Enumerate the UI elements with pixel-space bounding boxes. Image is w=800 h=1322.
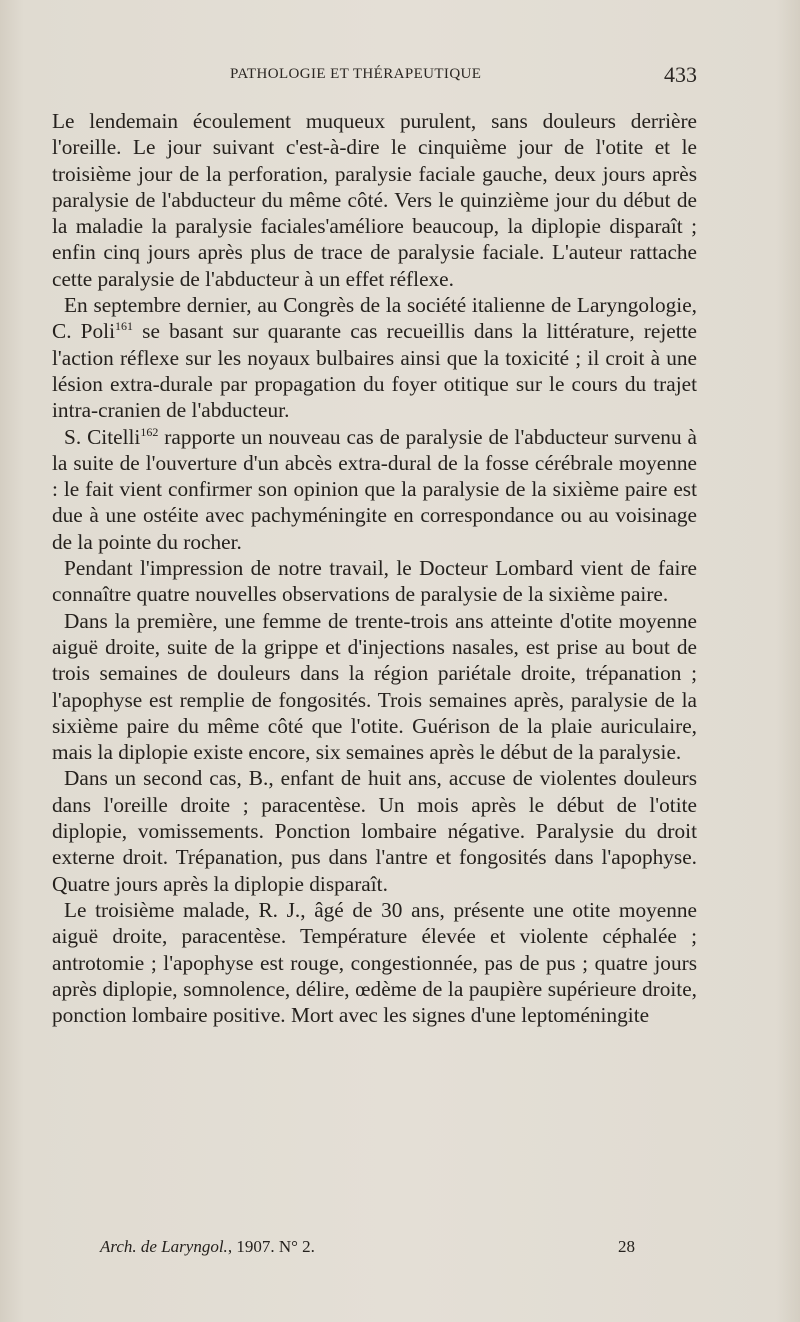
- citation-journal: Arch. de Laryngol.: [100, 1237, 228, 1256]
- running-title: PATHOLOGIE ET THÉRAPEUTIQUE: [230, 66, 482, 82]
- signature-mark: 28: [618, 1237, 635, 1256]
- paragraph-text: Le lendemain écoulement muqueux purulent, sans douleurs derrière l'oreille. Le jour suivant c'est-à-dire le cinquième jour de l'otite et le troisième jour de la perforation, paralysie faciale gauche, deux jours après paralysie de l'abducteur du même côté. Vers le quinzième jour du début de la maladie la paralysie faciales'améliore beaucoup, la diplopie disparaît ; enfin cinq jours après plus de trace de paralysie faciale. L'auteur rattache cette paralysie de l'abducteur à un effet réflexe.: [52, 109, 697, 291]
- footer-citation: [100, 1237, 315, 1257]
- paragraph: [52, 108, 697, 292]
- page-footer: [100, 1237, 635, 1261]
- paragraph-text: rapporte un nouveau cas de paralysie de l'abducteur survenu à la suite de l'ouverture d'un abcès extra-dural de la fosse cérébrale moyenne : le fait vient confirmer son opinion que la paralysie de la sixième paire est due à une ostéite avec pachyméningite en correspondance ou au voisinage de la pointe du rocher.: [52, 424, 697, 554]
- paragraph: [52, 897, 697, 1028]
- footnote-ref: 161: [115, 319, 134, 334]
- paragraph-text: Pendant l'impression de notre travail, le Docteur Lombard vient de faire connaître quatre nouvelles observations de paralysie de la sixième paire.: [52, 556, 697, 607]
- body-text: [52, 108, 697, 1028]
- paragraph-text: S. Citelli: [64, 424, 141, 449]
- paragraph: [52, 555, 697, 608]
- paragraph-text: se basant sur quarante cas recueillis dans la littérature, rejette l'action réflexe sur les noyaux bulbaires ainsi que la toxicité ; il croit à une lésion extra-durale par propagation du foyer otitique sur le cours du trajet intra-cranien de l'abducteur.: [52, 319, 697, 423]
- paragraph-text: En septembre dernier, au Congrès de la société italienne de Laryngologie, C. Poli: [52, 293, 697, 344]
- footnote-ref: 162: [140, 424, 159, 439]
- paragraph-text: Dans un second cas, B., enfant de huit ans, accuse de violentes douleurs dans l'oreille droite ; paracentèse. Un mois après le début de l'otite diplopie, vomissements. Ponction lombaire négative. Paralysie du droit externe droit. Trépanation, pus dans l'antre et fongosités dans l'apophyse. Quatre jours après la diplopie disparaît.: [52, 766, 697, 896]
- paragraph-text: Dans la première, une femme de trente-trois ans atteinte d'otite moyenne aiguë droite, suite de la grippe et d'injections nasales, est prise au bout de trois semaines de douleurs dans la région pariétale droite, trépanation ; l'apophyse est remplie de fongosités. Trois semaines après, paralysie de la sixième paire du même côté que l'otite. Guérison de la plaie auriculaire, mais la diplopie existe encore, six semaines après le début de la paralysie.: [52, 608, 697, 765]
- citation-details: , 1907. N° 2.: [227, 1237, 315, 1256]
- paragraph: [52, 292, 697, 423]
- paragraph-text: Le troisième malade, R. J., âgé de 30 ans, présente une otite moyenne aiguë droite, paracentèse. Température élevée et violente céphalée ; antrotomie ; l'apophyse est rouge, congestionnée, pas de pus ; quatre jours après diplopie, somnolence, délire, œdème de la paupière supérieure droite, ponction lombaire positive. Mort avec les signes d'une leptoméningite: [52, 897, 697, 1028]
- paragraph: [52, 608, 697, 766]
- page-number: 433: [664, 62, 697, 87]
- page-header: [52, 62, 697, 92]
- paragraph: [52, 765, 697, 896]
- paragraph: [52, 424, 697, 555]
